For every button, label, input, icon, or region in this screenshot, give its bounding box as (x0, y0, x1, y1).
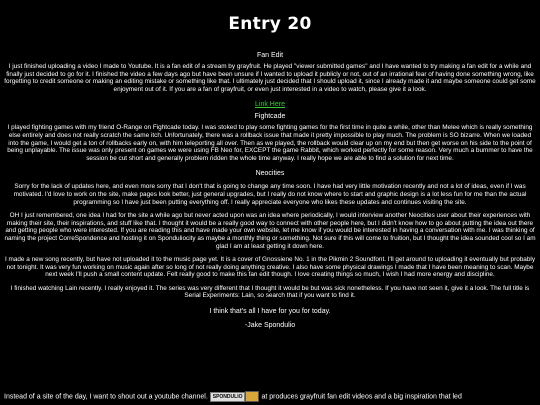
fan-edit-heading: Fan Edit (256, 52, 284, 59)
shoutout-text-continued: at produces grayfruit fan edit videos and a big inspiration that led (261, 393, 462, 401)
neocities-paragraph-4: I finished watching Lain recently. I really enjoyed it. The series was very different that I thought it would be but was sick nonetheless. If you have not seen it, give it a look. The full title is Serial Experiments: Lain, so search that if you want to find it. (10, 284, 530, 300)
signature: -Jake Spondulio (244, 322, 296, 330)
neocities-paragraph-1: Sorry for the lack of updates here, and even more sorry that I don't that is going to change any time soon. I have had very little motivation recently and not a lot of ideas, even if I was motivated. I'd love to work on the site, make pages look better, just general upgrades, but I really do not know where to start and graphic design is a lot less fun for me than the actual programming so I have just been putting everything off. I really appreciate everyone who likes these updates and continues visiting the site. (13, 183, 527, 206)
page-title: Entry 20 (228, 14, 312, 34)
neocities-paragraph-2: OH I just remembered, one idea I had for the site a while ago but never acted upon was an idea where periodically, I would interview another Neocities user about their experiences with making their site, their inspirations, and stuff like that. I thought it would be a really good way to connect with other people here, but I didn't know how to go about putting the idea out there and getting people who were interested. If you are reading this and have made your own website, let me know if you would be interested in having a conversation with me. I was thinking of naming the project CorreSpondence and hosting it on Sponduliocity as maybe a monthly thing or something. Not sure if this will come to fruition, but I thought the idea sounded cool so I am glad I am at least getting it down here. (4, 212, 536, 250)
fan-edit-body: I just finished uploading a video I made to Youtube. It is a fan edit of a stream by grayfruit. He played "viewer submitted games" and I have wanted to try making a fan edit for a while and finally just decided to go for it. I finished the video a few days ago but have been unsure if I wanted to upload it publicly or not, out of an irrational fear of having done something wrong, like forgetting to credit someone or making an editing mistake or something like that. I ultimately just decided that I should upload it, since I already made it and maybe someone could get some enjoyment out of it. If you are a fan of grayfruit, or even just interested in a video to watch, please give it a look. (4, 63, 536, 93)
neocities-paragraph-3: I made a new song recently, but have not uploaded it to the music page yet. It is a cover of Gnossiene No. 1 in the Pikmin 2 Soundfont. I'll get around to uploading it eventually but probably not tonight. It was very fun working on music again after so long of not really doing anything creative. I also have some physical drawings I made that I have been meaning to scan. Maybe next week I'll push a small content update. Felt really good to make this fan edit though. I love creating things so much, I wish I had more energy and discipline. (4, 256, 536, 279)
sponduliocity-badge[interactable]: SPONDULIO (210, 392, 246, 402)
badge-image-icon[interactable] (245, 391, 259, 402)
link-here[interactable]: Link Here (255, 101, 285, 109)
neocities-heading: Neocities (255, 170, 285, 178)
site-of-the-day-line (4, 391, 536, 402)
fightcade-body: I played fighting games with my friend O-Range on Fightcade today. I was stoked to play some fighting games for the first time in quite a while, other than Melee which is really something else entirely and does not really scratch the same itch. Unfortunately, there was a rollback issue that made it pretty impossible to play much. The problem is SO bizarre. When we loaded into the game, I would get a ton of rollbacks early on, with him teleporting all over. Then as we played, the rollback would clear up on my end but then get worse on his side to the point of being unplayable. The issue was only present on games we were using FB Neo for, EXCEPT the game Rabbit, which worked perfectly for some reason. Very much a bummer to have the session be cut short and generally problem ridden the whole time anyway. I really hope we are able to find a solution for next time. (7, 124, 533, 162)
fightcade-heading: Fightcade (254, 113, 286, 121)
shoutout-text: Instead of a site of the day, I want to shout out a youtube channel. (4, 393, 208, 401)
closing-line: I think that's all I have for you for today. (209, 308, 331, 316)
